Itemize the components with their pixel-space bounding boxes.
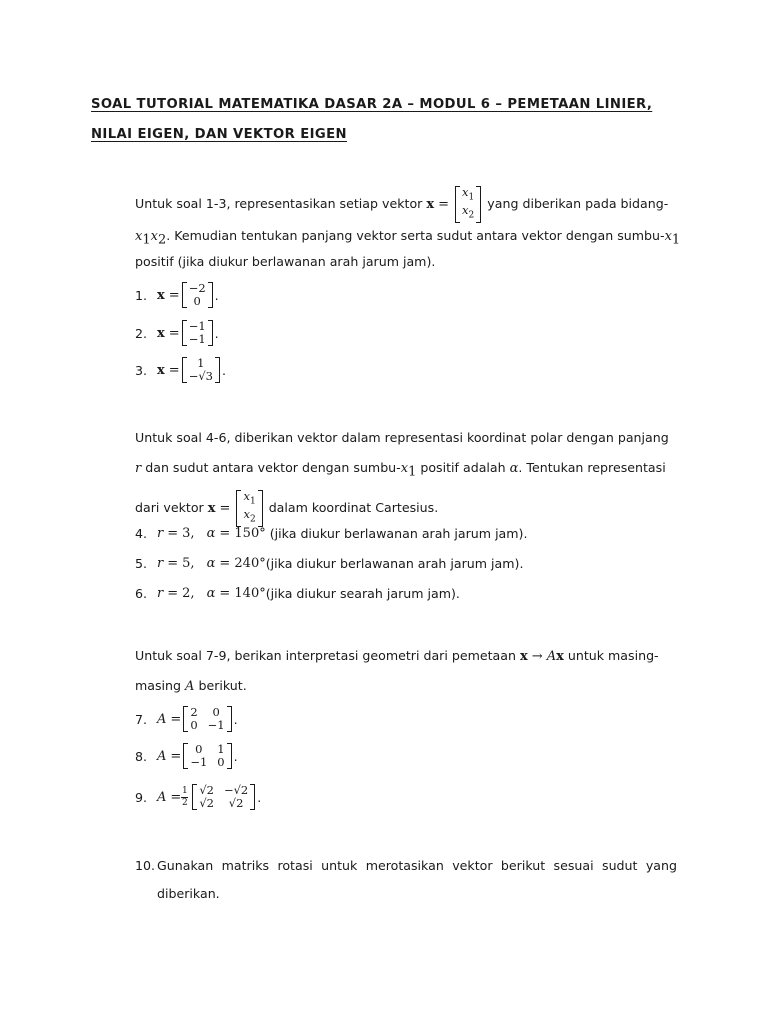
document-title-line-2: NILAI EIGEN, DAN VEKTOR EIGEN [91, 127, 347, 142]
intro-3-line-1: Untuk soal 7-9, berikan interpretasi geometri dari pemetaan x → Ax untuk masing- [135, 648, 659, 664]
problem-4: 4. r = 3, α = 150° (jika diukur berlawanan arah jarum jam). [135, 526, 528, 541]
problem-6: 6. r = 2, α = 140° (jika diukur searah jarum jam). [135, 586, 460, 601]
problem-7: 7. A = 2 0 0 −1 . [135, 705, 238, 732]
intro-1-line-3: positif (jika diukur berlawanan arah jarum jam). [135, 254, 436, 269]
intro-1-line-2: $x_1x_2$. Kemudian tentukan panjang vektor serta sudut antara vektor dengan sumbu-$x_1$ [135, 228, 681, 248]
document-title-line-1: SOAL TUTORIAL MATEMATIKA DASAR 2A – MODUL 6 – PEMETAAN LINIER, [91, 97, 653, 112]
intro-1-line-1: Untuk soal 1-3, representasikan setiap vektor x = $x_1$ $x_2$ yang diberikan pada bidang- [135, 185, 669, 221]
intro-2-line-1: Untuk soal 4-6, diberikan vektor dalam representasi koordinat polar dengan panjang [135, 430, 669, 445]
intro-2-line-2: r dan sudut antara vektor dengan sumbu-$x_1$ positif adalah α. Tentukan representasi [135, 460, 666, 480]
problem-2: 2. x = −1 −1 . [135, 319, 219, 346]
problem-1: 1. x = −2 0 . [135, 281, 219, 308]
problem-10-line-2: diberikan. [157, 886, 220, 901]
problem-9: 9. A = $\frac{1}{2}$ √2 √2 −√2 √2 . [135, 783, 262, 810]
problem-3: 3. x = 1 −√3 . [135, 356, 226, 383]
one-half-fraction: $\frac{1}{2}$ [181, 785, 188, 808]
problem-10: 10. Gunakan matriks rotasi untuk merotasikan vektor berikut sesuai sudut yang [135, 858, 677, 873]
problem-8: 8. A = 0 −1 1 0 . [135, 742, 238, 769]
vector-x-matrix: $x_1$ $x_2$ [455, 186, 481, 223]
intro-2-line-3: dari vektor x = $x_1$ $x_2$ dalam koordinat Cartesius. [135, 489, 439, 525]
problem-5: 5. r = 5, α = 240° (jika diukur berlawanan arah jarum jam). [135, 556, 524, 571]
intro-3-line-2: masing A berikut. [135, 678, 247, 694]
